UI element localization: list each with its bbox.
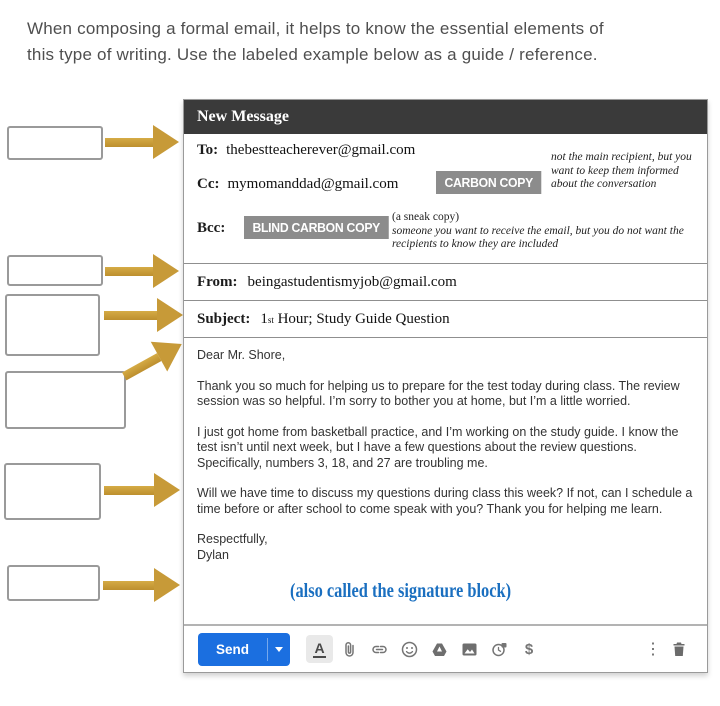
compose-window <box>183 99 708 673</box>
body-paragraph: I just got home from basketball practice, and I’m working on the study guide. I know the test isn’t until next week, but I have a few questions about the review questions. Specifically, numbers 3, 18, and 27 are troubling me. <box>197 424 679 470</box>
intro-line-2: this type of writing. Use the labeled example below as a guide / reference. <box>27 45 598 64</box>
intro-line-1: When composing a formal email, it helps to know the essential elements of <box>27 19 604 38</box>
formatting-a-icon: A <box>314 639 325 656</box>
body-paragraph: Will we have time to discuss my questions during class this week? If not, can I schedule a time before or after school to come speak with you? Thank you for helping me learn. <box>197 486 693 516</box>
blind-carbon-copy-badge: BLIND CARBON COPY <box>244 216 389 239</box>
insert-emoji-button[interactable] <box>395 635 423 663</box>
more-options-button[interactable]: ⋮ <box>645 641 661 658</box>
lock-clock-icon <box>490 640 509 659</box>
request-money-button[interactable] <box>515 635 543 663</box>
from-row[interactable] <box>184 263 707 300</box>
link-icon <box>369 639 390 660</box>
insert-photo-button[interactable] <box>455 635 483 663</box>
confidential-mode-button[interactable] <box>485 635 513 663</box>
compose-title: New Message <box>197 108 289 125</box>
trash-icon <box>670 640 688 658</box>
recipients-section <box>184 134 707 263</box>
bcc-annotation-detail: someone you want to receive the email, but you do not want the recipients to know they are included <box>392 224 684 250</box>
bcc-row[interactable] <box>197 220 225 237</box>
bcc-annotation <box>392 211 702 252</box>
dollar-icon: $ <box>524 640 534 658</box>
insert-link-button[interactable] <box>365 635 393 663</box>
cc-row[interactable] <box>197 176 398 193</box>
cc-label: Cc: <box>197 176 220 192</box>
cc-value[interactable]: mymomanddad@gmail.com <box>227 176 399 192</box>
label-box-from[interactable] <box>7 255 103 286</box>
label-box-signature[interactable] <box>7 565 100 601</box>
cc-annotation: not the main recipient, but you want to keep them informed about the conversation <box>551 151 692 190</box>
arrow-to-body <box>104 473 180 507</box>
to-value[interactable]: thebestteacherever@gmail.com <box>226 142 416 158</box>
greeting-line: Dear Mr. Shore, <box>197 348 286 362</box>
from-label: From: <box>197 274 238 290</box>
subject-value[interactable]: 1st Hour; Study Guide Question <box>260 311 450 327</box>
arrow-to-recipient-line <box>105 125 179 159</box>
formatting-options-button[interactable] <box>306 635 333 663</box>
insert-from-drive-button[interactable] <box>425 635 453 663</box>
label-box-greeting[interactable] <box>5 371 126 429</box>
attach-files-button[interactable] <box>335 635 363 663</box>
image-icon <box>460 640 479 659</box>
chevron-down-icon <box>275 647 283 652</box>
compose-header[interactable] <box>184 100 707 134</box>
arrow-to-subject-line <box>104 298 183 332</box>
body-paragraph: Thank you so much for helping us to prepare for the test today during class. The review session was so helpful. I’m sorry to bother you at home, but I’m a little worried. <box>197 378 680 408</box>
message-body[interactable] <box>184 337 707 624</box>
to-row[interactable] <box>197 142 415 159</box>
closing-line: Respectfully, <box>197 532 268 546</box>
from-value[interactable]: beingastudentismyjob@gmail.com <box>247 274 457 290</box>
arrow-to-from-line <box>105 254 179 288</box>
signature-name: Dylan <box>197 547 229 562</box>
carbon-copy-badge: CARBON COPY <box>436 171 541 194</box>
subject-label: Subject: <box>197 311 251 327</box>
bcc-annotation-title: (a sneak copy) <box>392 211 460 223</box>
bcc-label: Bcc: <box>197 220 226 236</box>
arrow-to-signature <box>103 568 180 602</box>
subject-row[interactable] <box>184 300 707 337</box>
send-options-button[interactable] <box>268 633 290 666</box>
arrow-to-greeting <box>116 329 190 391</box>
label-box-subject[interactable] <box>5 294 100 356</box>
send-button-label[interactable]: Send <box>216 641 250 657</box>
intro-text <box>27 16 707 68</box>
to-label: To: <box>197 142 219 158</box>
send-button[interactable] <box>198 633 290 666</box>
label-box-to[interactable] <box>7 126 103 160</box>
smiley-icon <box>400 640 419 659</box>
label-box-body[interactable] <box>4 463 101 520</box>
discard-draft-button[interactable] <box>665 635 693 663</box>
signature-block-annotation: (also called the signature block) <box>290 580 512 602</box>
drive-icon <box>430 640 449 659</box>
paperclip-icon <box>340 640 359 659</box>
compose-toolbar <box>184 624 707 672</box>
